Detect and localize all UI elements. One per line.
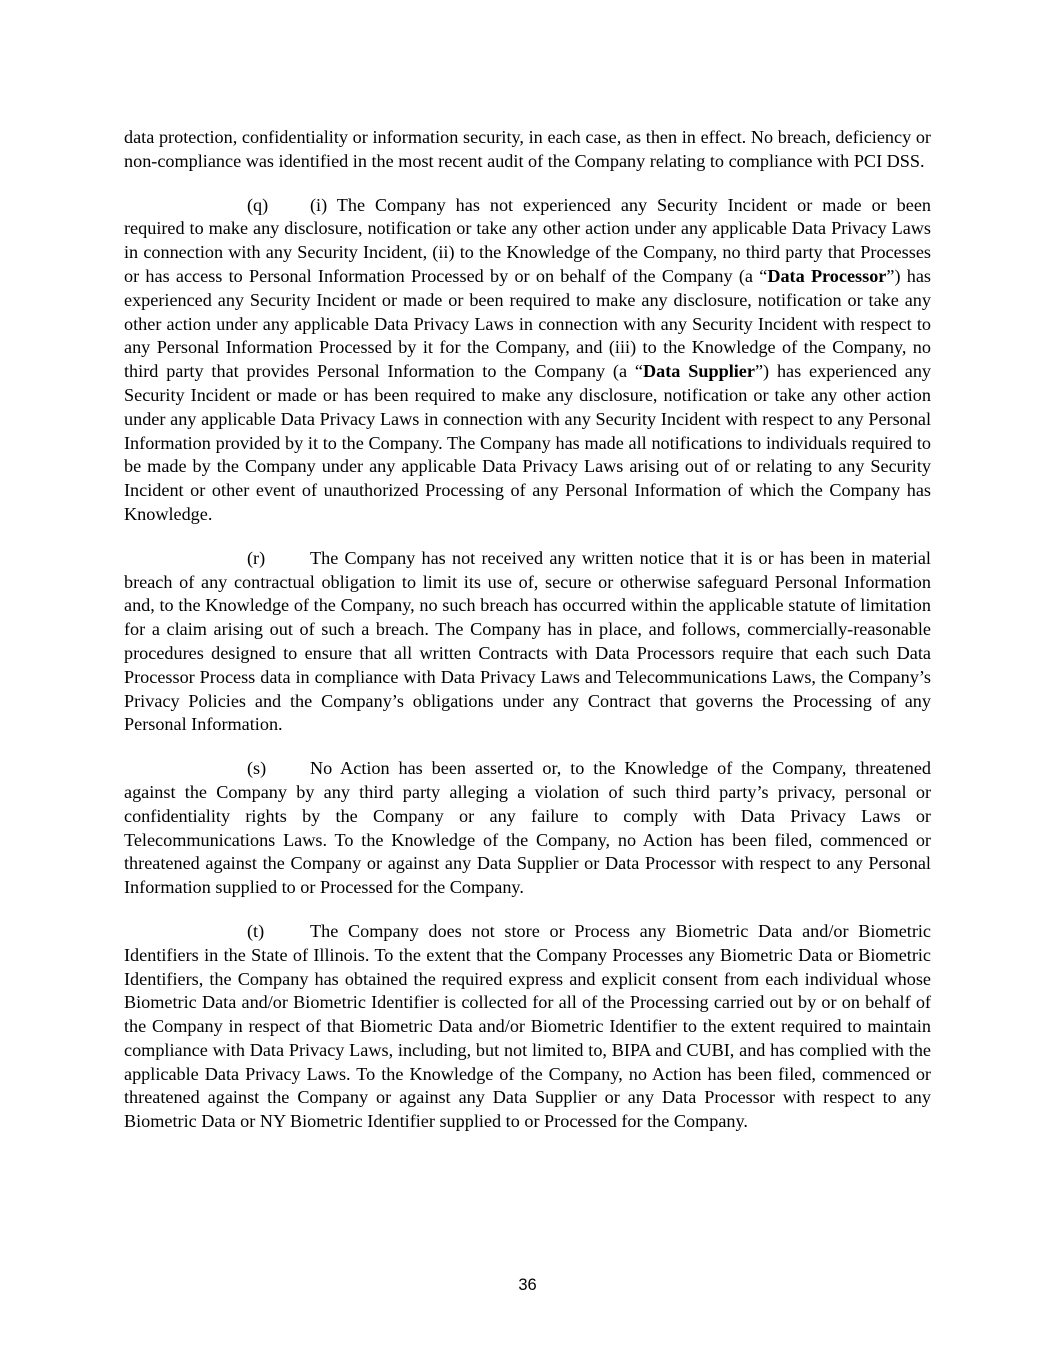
section-q-label: (q) [247, 194, 269, 215]
section-s-paragraph [124, 757, 931, 900]
section-q-text-3: ”) has experienced any Security Incident or made or has been required to make any disclosure, notification or take any other action under any applicable Data Privacy Laws in connection with any Security Incident with respect to any Personal Information provided by it to the Company. The Company has made all notifications to individuals required to be made by the Company under any applicable Data Privacy Laws arising out of or relating to any Security Incident or other event of unauthorized Processing of any Personal Information of which the Company has Knowledge. [124, 361, 932, 524]
section-s-label: (s) [247, 758, 267, 779]
defined-term-data-supplier: Data Supplier [643, 361, 755, 382]
page-number: 36 [518, 1276, 537, 1294]
intro-text: data protection, confidentiality or information security, in each case, as then in effect. No breach, deficiency or non-compliance was identified in the most recent audit of the Company relating to compliance with PCI DSS. [124, 127, 931, 171]
section-q-text-2: ”) has experienced any Security Incident or made or been required to make any disclosure, notification or take any other action under any applicable Data Privacy Laws in connection with any Security Incident with respect to any Personal Information Processed by it for the Company, and (iii) to the Knowledge of the Company, no third party that provides Personal Information to the Company (a “ [124, 265, 932, 382]
section-r-label: (r) [247, 547, 266, 568]
section-t-text: The Company does not store or Process any Biometric Data and/or Biometric Identifiers in the State of Illinois. To the extent that the Company Processes any Biometric Data or Biometric Identifiers, the Company has obtained the required express and explicit consent from each individual whose Biometric Data and/or Biometric Identifier is collected for all of the Processing carried out by or on behalf of the Company in respect of that Biometric Data and/or Biometric Identifier to the extent required to maintain compliance with Data Privacy Laws, including, but not limited to, BIPA and CUBI, and has complied with the applicable Data Privacy Laws. To the Knowledge of the Company, no Action has been filed, commenced or threatened against the Company or against any Data Supplier or any Data Processor with respect to any Biometric Data or NY Biometric Identifier supplied to or Processed for the Company. [124, 920, 931, 1132]
section-q-paragraph [124, 194, 931, 527]
document-page [124, 126, 931, 1154]
section-s-text: No Action has been asserted or, to the Knowledge of the Company, threatened against the Company by any third party alleging a violation of such third party’s privacy, personal or confidentiality rights by the Company or any failure to comply with Data Privacy Laws or Telecommunications Laws. To the Knowledge of the Company, no Action has been filed, commenced or threatened against the Company or against any Data Supplier or Data Processor with respect to any Personal Information supplied to or Processed for the Company. [124, 758, 931, 898]
section-r-text: The Company has not received any written notice that it is or has been in material breach of any contractual obligation to limit its use of, secure or otherwise safeguard Personal Information and, to the Knowledge of the Company, no such breach has occurred within the applicable statute of limitation for a claim arising out of such a breach. The Company has in place, and follows, commercially-reasonable procedures designed to ensure that all written Contracts with Data Processors require that each such Data Processor Process data in compliance with Data Privacy Laws and Telecommunications Laws, the Company’s Privacy Policies and the Company’s obligations under any Contract that governs the Processing of any Personal Information. [124, 547, 931, 735]
section-q-text-1: (i) The Company has not experienced any Security Incident or made or been required to make any disclosure, notification or take any other action under any applicable Data Privacy Laws in connection with any Security Incident, (ii) to the Knowledge of the Company, no third party that Processes or has access to Personal Information Processed by or on behalf of the Company (a “ [124, 194, 931, 286]
defined-term-data-processor: Data Processor [767, 265, 887, 286]
section-t-paragraph [124, 920, 931, 1134]
intro-paragraph [124, 126, 931, 174]
section-r-paragraph [124, 547, 931, 737]
section-t-label: (t) [247, 920, 265, 941]
